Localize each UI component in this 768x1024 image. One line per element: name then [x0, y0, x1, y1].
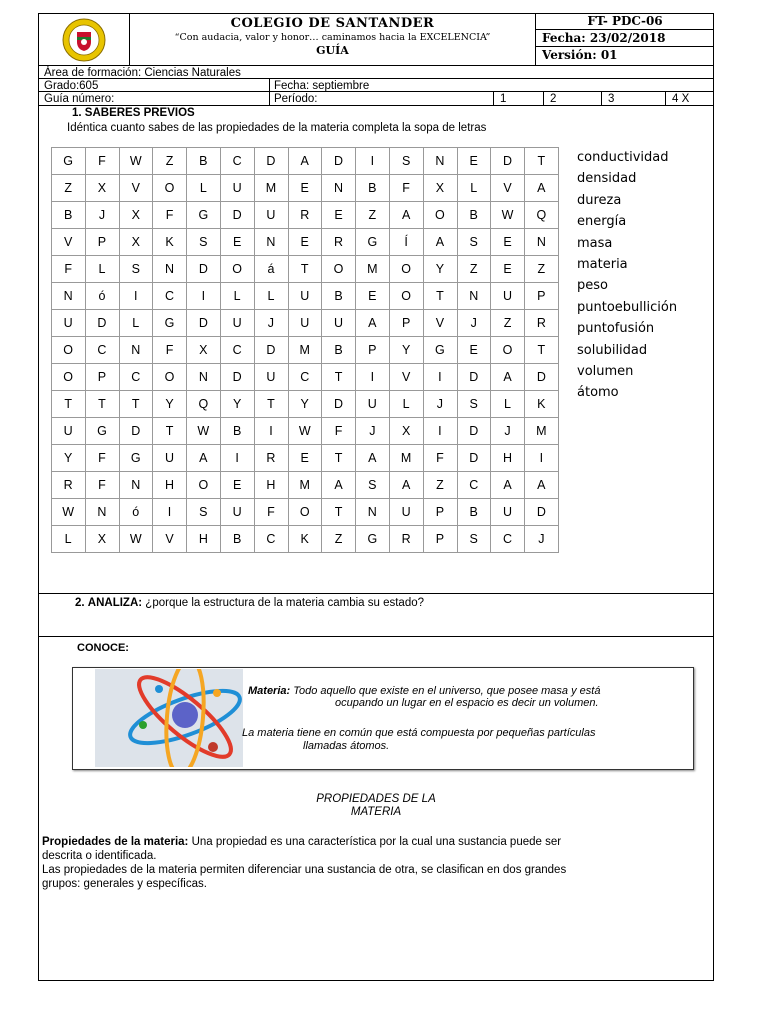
- word-search-cell[interactable]: C: [85, 337, 119, 364]
- word-search-cell[interactable]: F: [85, 148, 119, 175]
- word-search-cell[interactable]: U: [356, 391, 390, 418]
- word-search-cell[interactable]: Q: [187, 391, 221, 418]
- school-motto: “Con audacia, valor y honor… caminamos hacia la EXCELENCIA”: [174, 32, 491, 43]
- definition-text-2: ocupando un lugar en el espacio es decir un volumen.: [335, 697, 599, 709]
- period-4[interactable]: 4 X: [672, 93, 690, 105]
- word-search-cell[interactable]: E: [457, 148, 491, 175]
- word-search-cell[interactable]: U: [389, 499, 423, 526]
- word-list-item: materia: [577, 257, 628, 273]
- word-search-cell[interactable]: A: [187, 445, 221, 472]
- atom-illustration: [95, 669, 243, 767]
- period-label-cell: Período:: [270, 92, 494, 106]
- word-search-cell[interactable]: O: [288, 499, 322, 526]
- word-search-cell[interactable]: J: [356, 418, 390, 445]
- word-search-cell[interactable]: N: [525, 229, 559, 256]
- word-search-cell[interactable]: N: [457, 283, 491, 310]
- word-search-cell[interactable]: M: [254, 175, 288, 202]
- period-3[interactable]: 3: [602, 92, 666, 106]
- word-search-cell[interactable]: N: [52, 283, 86, 310]
- word-search-cell[interactable]: O: [322, 256, 356, 283]
- word-search-cell[interactable]: A: [356, 310, 390, 337]
- word-search-row: [52, 256, 559, 283]
- word-search-cell[interactable]: C: [220, 148, 254, 175]
- word-search-cell[interactable]: U: [254, 202, 288, 229]
- word-search-cell[interactable]: O: [52, 337, 86, 364]
- word-search-cell[interactable]: R: [288, 202, 322, 229]
- word-search-cell[interactable]: F: [85, 445, 119, 472]
- word-search-cell[interactable]: A: [389, 472, 423, 499]
- word-search-cell[interactable]: Z: [52, 175, 86, 202]
- word-search-cell[interactable]: N: [119, 472, 153, 499]
- school-logo: [62, 18, 106, 62]
- word-search-cell[interactable]: K: [153, 229, 187, 256]
- word-search-cell[interactable]: L: [119, 310, 153, 337]
- word-search-cell[interactable]: W: [187, 418, 221, 445]
- word-search-cell[interactable]: X: [423, 175, 457, 202]
- word-search-cell[interactable]: G: [85, 418, 119, 445]
- word-search-cell[interactable]: T: [525, 148, 559, 175]
- properties-paragraph: [42, 835, 710, 891]
- word-search-cell[interactable]: R: [389, 526, 423, 553]
- word-search-cell[interactable]: J: [491, 418, 525, 445]
- period-1[interactable]: 1: [494, 92, 544, 106]
- word-search-cell[interactable]: O: [423, 202, 457, 229]
- word-search-cell[interactable]: O: [52, 364, 86, 391]
- document-type: GUÍA: [316, 44, 349, 57]
- word-search-cell[interactable]: S: [187, 229, 221, 256]
- school-name: COLEGIO DE SANTANDER: [230, 16, 435, 31]
- section-2-label: ANALIZA:: [87, 597, 143, 609]
- word-search-cell[interactable]: Z: [491, 310, 525, 337]
- word-search-grid: [51, 147, 559, 553]
- word-search-cell[interactable]: U: [491, 499, 525, 526]
- word-search-cell[interactable]: X: [389, 418, 423, 445]
- word-search-cell[interactable]: G: [356, 526, 390, 553]
- word-search-row: [52, 337, 559, 364]
- word-search-cell[interactable]: T: [288, 256, 322, 283]
- word-search-cell[interactable]: O: [153, 175, 187, 202]
- word-search-cell[interactable]: D: [187, 256, 221, 283]
- word-search-cell[interactable]: J: [525, 526, 559, 553]
- word-search-cell[interactable]: J: [423, 391, 457, 418]
- properties-text-1: Una propiedad es una característica por la cual una sustancia puede ser: [191, 836, 562, 848]
- word-search-cell[interactable]: I: [423, 418, 457, 445]
- word-list-item: puntoebullición: [577, 299, 678, 315]
- word-search-cell[interactable]: Z: [423, 472, 457, 499]
- word-search-row: [52, 175, 559, 202]
- word-search-cell[interactable]: H: [153, 472, 187, 499]
- word-search-cell[interactable]: Z: [153, 148, 187, 175]
- word-search-cell[interactable]: F: [322, 418, 356, 445]
- word-search-cell[interactable]: P: [85, 364, 119, 391]
- word-search-cell[interactable]: N: [322, 175, 356, 202]
- word-search-cell[interactable]: D: [457, 445, 491, 472]
- word-search-cell[interactable]: I: [356, 148, 390, 175]
- word-search-cell[interactable]: T: [322, 445, 356, 472]
- word-search-cell[interactable]: A: [356, 445, 390, 472]
- word-search-row: [52, 418, 559, 445]
- word-search-cell[interactable]: U: [220, 175, 254, 202]
- word-search-cell[interactable]: D: [457, 418, 491, 445]
- word-list-item: peso: [577, 278, 608, 294]
- word-search-cell[interactable]: P: [423, 499, 457, 526]
- word-search-cell[interactable]: J: [457, 310, 491, 337]
- word-search-cell[interactable]: E: [220, 472, 254, 499]
- word-search-cell[interactable]: T: [153, 418, 187, 445]
- word-list-item: puntofusión: [577, 321, 655, 337]
- section-1-title: 1. SABERES PREVIOS: [72, 107, 195, 119]
- word-search-cell[interactable]: O: [491, 337, 525, 364]
- word-search-cell[interactable]: D: [254, 337, 288, 364]
- word-search-cell[interactable]: U: [288, 310, 322, 337]
- grade-cell: Grado:605: [38, 79, 270, 92]
- word-search-cell[interactable]: F: [85, 472, 119, 499]
- word-list-item: masa: [577, 235, 613, 251]
- word-search-cell[interactable]: C: [288, 364, 322, 391]
- word-search-cell[interactable]: O: [389, 283, 423, 310]
- word-search-cell[interactable]: U: [491, 283, 525, 310]
- word-search-cell[interactable]: E: [491, 256, 525, 283]
- word-search-cell[interactable]: Í: [389, 229, 423, 256]
- word-search-cell[interactable]: C: [220, 337, 254, 364]
- word-search-cell[interactable]: W: [119, 526, 153, 553]
- definition-label: Materia:: [248, 685, 291, 697]
- word-search-row: [52, 202, 559, 229]
- word-search-cell[interactable]: A: [288, 148, 322, 175]
- word-search-cell[interactable]: B: [457, 499, 491, 526]
- word-search-cell[interactable]: X: [85, 175, 119, 202]
- word-search-cell[interactable]: P: [525, 283, 559, 310]
- word-search-cell[interactable]: I: [525, 445, 559, 472]
- word-search-row: [52, 472, 559, 499]
- word-search-row: [52, 445, 559, 472]
- word-search-cell[interactable]: C: [153, 283, 187, 310]
- word-search-cell[interactable]: B: [322, 337, 356, 364]
- word-search-cell[interactable]: D: [85, 310, 119, 337]
- definition-line-1: [248, 685, 688, 697]
- word-search-cell[interactable]: X: [119, 202, 153, 229]
- word-search-cell[interactable]: B: [187, 148, 221, 175]
- word-search-row: [52, 364, 559, 391]
- word-search-cell[interactable]: H: [254, 472, 288, 499]
- word-search-cell[interactable]: W: [288, 418, 322, 445]
- word-search-cell[interactable]: U: [153, 445, 187, 472]
- word-search-cell[interactable]: E: [288, 445, 322, 472]
- period-2[interactable]: 2: [544, 92, 602, 106]
- word-search-cell[interactable]: I: [153, 499, 187, 526]
- properties-text-3: Las propiedades de la materia permiten diferenciar una sustancia de otra, se clasifican en dos grandes: [42, 864, 567, 876]
- word-search-cell[interactable]: N: [356, 499, 390, 526]
- word-search-cell[interactable]: D: [525, 364, 559, 391]
- word-search-cell[interactable]: G: [187, 202, 221, 229]
- word-search-cell[interactable]: L: [52, 526, 86, 553]
- word-search-cell[interactable]: Y: [288, 391, 322, 418]
- word-search-cell[interactable]: E: [491, 229, 525, 256]
- word-search-row: [52, 391, 559, 418]
- word-search-cell[interactable]: B: [322, 283, 356, 310]
- word-search-cell[interactable]: P: [85, 229, 119, 256]
- divider: [38, 636, 714, 637]
- word-list-item: volumen: [577, 364, 634, 380]
- word-search-cell[interactable]: T: [85, 391, 119, 418]
- word-search-cell[interactable]: D: [220, 364, 254, 391]
- word-search-cell[interactable]: I: [356, 364, 390, 391]
- word-list-item: energía: [577, 214, 627, 230]
- word-search-cell[interactable]: I: [254, 418, 288, 445]
- word-search-cell[interactable]: U: [288, 283, 322, 310]
- word-search-cell[interactable]: D: [220, 202, 254, 229]
- divider: [38, 593, 714, 594]
- word-search-cell[interactable]: M: [356, 256, 390, 283]
- word-search-cell[interactable]: A: [525, 472, 559, 499]
- section-1-instruction: Idéntica cuanto sabes de las propiedades de la materia completa la sopa de letras: [67, 122, 487, 134]
- word-search-cell[interactable]: D: [322, 148, 356, 175]
- word-search-cell[interactable]: Q: [525, 202, 559, 229]
- definition-text-1: Todo aquello que existe en el universo, que posee masa y está: [293, 685, 601, 697]
- word-search-cell[interactable]: I: [220, 445, 254, 472]
- word-search-cell[interactable]: B: [220, 418, 254, 445]
- word-search-cell[interactable]: L: [220, 283, 254, 310]
- word-search-cell[interactable]: N: [153, 256, 187, 283]
- logo-cell: [38, 13, 130, 66]
- word-search-cell[interactable]: M: [288, 472, 322, 499]
- word-search-cell[interactable]: Y: [423, 256, 457, 283]
- word-search-cell[interactable]: T: [322, 364, 356, 391]
- word-search-cell[interactable]: N: [187, 364, 221, 391]
- word-list-item: dureza: [577, 192, 622, 208]
- conoce-title: CONOCE:: [77, 642, 129, 654]
- word-search-cell[interactable]: B: [220, 526, 254, 553]
- word-search-cell[interactable]: J: [254, 310, 288, 337]
- word-search-cell[interactable]: T: [525, 337, 559, 364]
- word-search-cell[interactable]: K: [525, 391, 559, 418]
- word-search-cell[interactable]: L: [389, 391, 423, 418]
- word-search-cell[interactable]: K: [288, 526, 322, 553]
- word-search-cell[interactable]: S: [457, 391, 491, 418]
- word-search-cell[interactable]: S: [457, 229, 491, 256]
- word-search-cell[interactable]: M: [389, 445, 423, 472]
- word-search-cell[interactable]: I: [423, 364, 457, 391]
- word-search-cell[interactable]: I: [119, 283, 153, 310]
- word-search-cell[interactable]: C: [119, 364, 153, 391]
- word-search-cell[interactable]: G: [153, 310, 187, 337]
- word-search-cell[interactable]: N: [423, 148, 457, 175]
- word-search-cell[interactable]: R: [322, 229, 356, 256]
- word-list-item: átomo: [577, 385, 619, 401]
- word-search-cell[interactable]: Y: [52, 445, 86, 472]
- word-search-cell[interactable]: I: [187, 283, 221, 310]
- word-search-cell[interactable]: G: [52, 148, 86, 175]
- word-search-cell[interactable]: F: [423, 445, 457, 472]
- word-search-cell[interactable]: E: [322, 202, 356, 229]
- area-row: [38, 66, 714, 79]
- word-search-cell[interactable]: D: [491, 148, 525, 175]
- document-version: Versión: 01: [542, 48, 618, 62]
- section-2-question: ¿porque la estructura de la materia cambia su estado?: [145, 597, 425, 609]
- word-search-cell[interactable]: U: [220, 499, 254, 526]
- document-date: Fecha: 23/02/2018: [536, 30, 714, 47]
- word-search-cell[interactable]: L: [457, 175, 491, 202]
- word-search-row: [52, 310, 559, 337]
- word-search-cell[interactable]: C: [457, 472, 491, 499]
- word-search-cell[interactable]: U: [52, 310, 86, 337]
- word-search-cell[interactable]: G: [356, 229, 390, 256]
- word-search-cell[interactable]: S: [119, 256, 153, 283]
- word-search-cell[interactable]: L: [187, 175, 221, 202]
- word-search-cell[interactable]: V: [119, 175, 153, 202]
- word-search-cell[interactable]: C: [491, 526, 525, 553]
- word-search-cell[interactable]: D: [525, 499, 559, 526]
- word-search-cell[interactable]: Y: [220, 391, 254, 418]
- word-search-cell[interactable]: R: [52, 472, 86, 499]
- word-search-cell[interactable]: F: [389, 175, 423, 202]
- word-search-cell[interactable]: F: [52, 256, 86, 283]
- properties-text-2: descrita o identificada.: [42, 850, 157, 862]
- word-search-cell[interactable]: W: [52, 499, 86, 526]
- word-search-cell[interactable]: P: [356, 337, 390, 364]
- word-list-item: densidad: [577, 171, 637, 187]
- section-2-number: 2.: [75, 597, 85, 609]
- word-search-cell[interactable]: T: [254, 391, 288, 418]
- word-search-cell[interactable]: O: [187, 472, 221, 499]
- word-search-cell[interactable]: T: [423, 283, 457, 310]
- word-search-cell[interactable]: G: [423, 337, 457, 364]
- header-meta-cell: [536, 13, 714, 66]
- word-search-cell[interactable]: O: [153, 364, 187, 391]
- word-search-cell[interactable]: P: [423, 526, 457, 553]
- word-search-cell[interactable]: N: [254, 229, 288, 256]
- properties-title-1: PROPIEDADES DE LA: [316, 793, 436, 805]
- word-search-cell[interactable]: Z: [356, 202, 390, 229]
- word-search-cell[interactable]: S: [187, 499, 221, 526]
- word-search-cell[interactable]: T: [119, 391, 153, 418]
- word-search-cell[interactable]: F: [153, 337, 187, 364]
- properties-title-2: MATERIA: [350, 806, 402, 818]
- word-search-cell[interactable]: Y: [153, 391, 187, 418]
- word-search-cell[interactable]: E: [288, 175, 322, 202]
- word-search-cell[interactable]: L: [85, 256, 119, 283]
- word-search-cell[interactable]: D: [119, 418, 153, 445]
- word-search-cell[interactable]: V: [52, 229, 86, 256]
- word-search-cell[interactable]: Z: [457, 256, 491, 283]
- word-search-cell[interactable]: D: [187, 310, 221, 337]
- word-search-cell[interactable]: X: [85, 526, 119, 553]
- common-text-1: La materia tiene en común que está compuesta por pequeñas partículas: [242, 727, 596, 739]
- document-code: FT- PDC-06: [536, 13, 714, 30]
- word-search-cell[interactable]: H: [187, 526, 221, 553]
- word-search-cell[interactable]: P: [389, 310, 423, 337]
- header-title-cell: [130, 13, 536, 66]
- word-search-cell[interactable]: C: [254, 526, 288, 553]
- word-search-cell[interactable]: O: [389, 256, 423, 283]
- word-search-cell[interactable]: Y: [389, 337, 423, 364]
- word-search-cell[interactable]: D: [322, 391, 356, 418]
- properties-text-4: grupos: generales y específicas.: [42, 878, 207, 890]
- word-search-cell[interactable]: D: [254, 148, 288, 175]
- word-search-cell[interactable]: A: [525, 175, 559, 202]
- word-search-row: [52, 499, 559, 526]
- word-search-cell[interactable]: N: [85, 499, 119, 526]
- word-search-cell[interactable]: X: [119, 229, 153, 256]
- section-2: [75, 597, 424, 609]
- word-search-cell[interactable]: B: [457, 202, 491, 229]
- properties-label: Propiedades de la materia:: [42, 836, 189, 848]
- word-search-cell[interactable]: T: [322, 499, 356, 526]
- guide-number-cell: Guía número:: [38, 92, 270, 106]
- word-search-row: [52, 229, 559, 256]
- word-search-cell[interactable]: H: [491, 445, 525, 472]
- word-search-cell[interactable]: S: [356, 472, 390, 499]
- word-search-cell[interactable]: V: [389, 364, 423, 391]
- word-search-cell[interactable]: E: [356, 283, 390, 310]
- word-search-cell[interactable]: U: [322, 310, 356, 337]
- word-search-cell[interactable]: L: [491, 391, 525, 418]
- word-search-cell[interactable]: D: [457, 364, 491, 391]
- word-search-cell[interactable]: E: [288, 229, 322, 256]
- word-search-cell[interactable]: B: [52, 202, 86, 229]
- word-search-cell[interactable]: L: [254, 283, 288, 310]
- word-search-cell[interactable]: ó: [85, 283, 119, 310]
- word-search-cell[interactable]: A: [389, 202, 423, 229]
- word-search-cell[interactable]: W: [491, 202, 525, 229]
- word-search-cell[interactable]: A: [491, 472, 525, 499]
- word-search-cell[interactable]: T: [52, 391, 86, 418]
- word-search-row: [52, 283, 559, 310]
- word-search-cell[interactable]: G: [119, 445, 153, 472]
- word-search-cell[interactable]: ó: [119, 499, 153, 526]
- area-label: Área de formación: Ciencias Naturales: [44, 67, 241, 79]
- word-search-cell[interactable]: R: [254, 445, 288, 472]
- word-search-cell[interactable]: V: [153, 526, 187, 553]
- word-search-cell[interactable]: A: [423, 229, 457, 256]
- word-search-cell[interactable]: E: [220, 229, 254, 256]
- word-search-cell[interactable]: X: [187, 337, 221, 364]
- word-search-cell[interactable]: V: [423, 310, 457, 337]
- common-text-2: llamadas átomos.: [303, 740, 390, 752]
- word-search-row: [52, 148, 559, 175]
- word-search-cell[interactable]: V: [491, 175, 525, 202]
- word-search-cell[interactable]: R: [525, 310, 559, 337]
- word-search-cell[interactable]: á: [254, 256, 288, 283]
- word-search-cell[interactable]: F: [254, 499, 288, 526]
- word-search-cell[interactable]: M: [288, 337, 322, 364]
- word-search-cell[interactable]: S: [457, 526, 491, 553]
- word-search-cell[interactable]: O: [220, 256, 254, 283]
- word-search-cell[interactable]: Z: [525, 256, 559, 283]
- word-search-cell[interactable]: Z: [322, 526, 356, 553]
- word-search-cell[interactable]: A: [491, 364, 525, 391]
- word-search-cell[interactable]: N: [119, 337, 153, 364]
- word-search-cell[interactable]: J: [85, 202, 119, 229]
- word-search-cell[interactable]: M: [525, 418, 559, 445]
- word-search-cell[interactable]: U: [220, 310, 254, 337]
- word-search-row: [52, 526, 559, 553]
- word-search-cell[interactable]: E: [457, 337, 491, 364]
- word-list-item: solubilidad: [577, 342, 648, 358]
- word-search-cell[interactable]: B: [356, 175, 390, 202]
- word-search-cell[interactable]: S: [389, 148, 423, 175]
- word-search-cell[interactable]: U: [52, 418, 86, 445]
- word-search-cell[interactable]: A: [322, 472, 356, 499]
- word-list: [577, 147, 677, 404]
- word-list-item: conductividad: [577, 150, 669, 165]
- word-search-cell[interactable]: W: [119, 148, 153, 175]
- word-search-cell[interactable]: U: [254, 364, 288, 391]
- word-search-cell[interactable]: F: [153, 202, 187, 229]
- date-cell: Fecha: septiembre: [274, 80, 370, 92]
